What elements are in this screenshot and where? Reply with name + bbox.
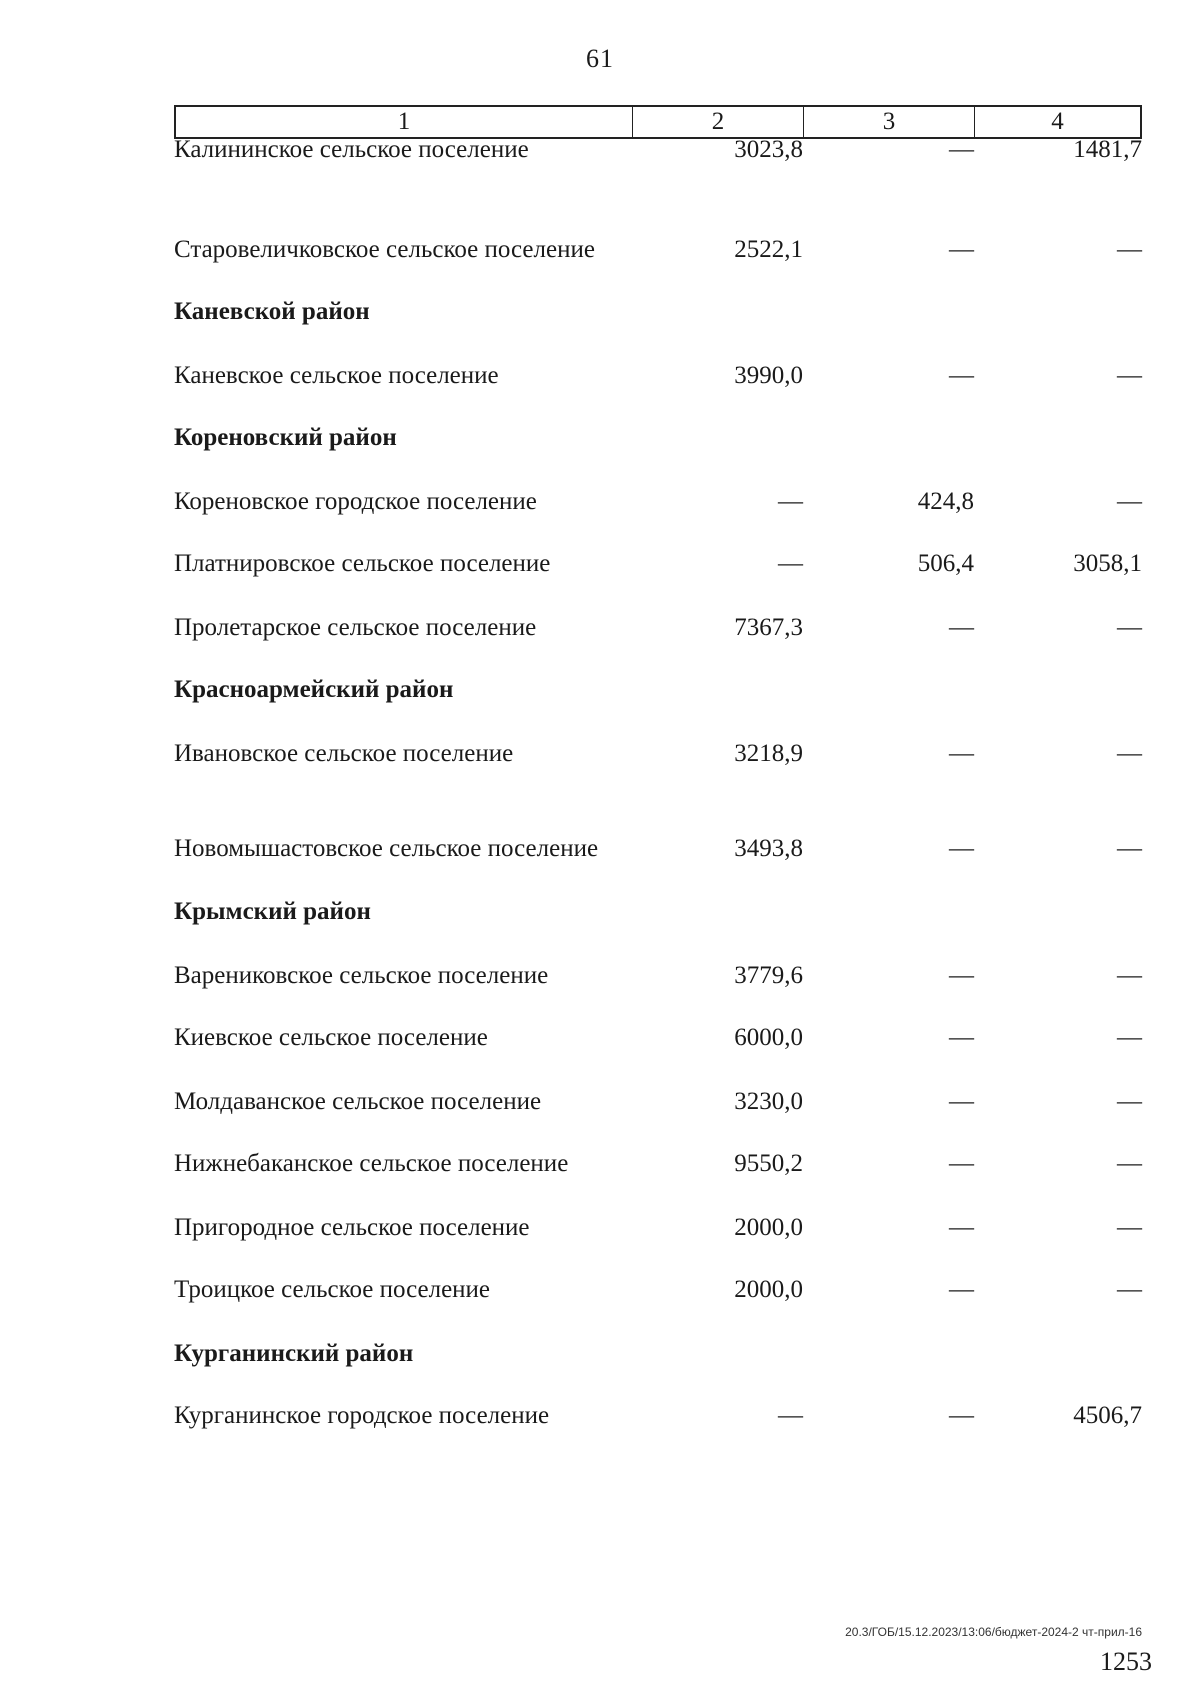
district-name: Красноармейский район xyxy=(174,676,454,703)
column-header-1: 1 xyxy=(176,107,633,137)
table-row xyxy=(174,1174,1142,1244)
cell-col3: — xyxy=(949,1024,974,1051)
settlement-name: Нижнебаканское сельское поселение xyxy=(174,1150,569,1177)
settlement-name: Ивановское сельское поселение xyxy=(174,740,514,767)
cell-col3: — xyxy=(949,835,974,862)
settlement-name: Пригородное сельское поселение xyxy=(174,1214,530,1241)
district-heading-row xyxy=(174,858,1142,928)
cell-col3: — xyxy=(949,1214,974,1241)
table-row xyxy=(174,984,1142,1054)
cell-col2: 6000,0 xyxy=(734,1024,803,1051)
cell-col2: 3023,8 xyxy=(734,136,803,163)
cell-col2: 3493,8 xyxy=(734,835,803,862)
cell-col4: — xyxy=(1117,362,1142,389)
settlement-name: Курганинское городское поселение xyxy=(174,1402,550,1429)
district-heading-row xyxy=(174,1300,1142,1370)
settlement-name: Варениковское сельское поселение xyxy=(174,962,549,989)
cell-col2: 9550,2 xyxy=(734,1150,803,1177)
table-row xyxy=(174,1362,1142,1432)
table-row xyxy=(174,1048,1142,1118)
cell-col2: — xyxy=(778,550,803,577)
cell-col4: — xyxy=(1117,488,1142,515)
cell-col2: — xyxy=(778,488,803,515)
settlement-name: Кореновское городское поселение xyxy=(174,488,537,515)
table-row xyxy=(174,1236,1142,1306)
table-row xyxy=(174,96,1142,166)
cell-col3: — xyxy=(949,1088,974,1115)
cell-col2: 3990,0 xyxy=(734,362,803,389)
settlement-name: Новомышастовское сельское поселение xyxy=(174,835,599,862)
table-row xyxy=(174,322,1142,392)
cell-col2: — xyxy=(778,1402,803,1429)
cell-col3: — xyxy=(949,136,974,163)
sheet-number: 1253 xyxy=(1100,1647,1152,1676)
column-header-2: 2 xyxy=(633,107,804,137)
cell-col3: — xyxy=(949,236,974,263)
column-header-3: 3 xyxy=(804,107,975,137)
cell-col3: — xyxy=(949,1276,974,1303)
table-row xyxy=(174,1110,1142,1180)
cell-col4: — xyxy=(1117,1088,1142,1115)
table-row xyxy=(174,196,1142,266)
settlement-name: Каневское сельское поселение xyxy=(174,362,499,389)
cell-col4: — xyxy=(1117,1214,1142,1241)
district-name: Каневской район xyxy=(174,298,370,325)
cell-col4: — xyxy=(1117,962,1142,989)
cell-col3: — xyxy=(949,1402,974,1429)
district-name: Крымский район xyxy=(174,898,371,925)
cell-col3: — xyxy=(949,740,974,767)
cell-col3: — xyxy=(949,614,974,641)
cell-col4: — xyxy=(1117,614,1142,641)
cell-col4: — xyxy=(1117,1024,1142,1051)
page-number: 61 xyxy=(586,44,614,73)
cell-col4: — xyxy=(1117,236,1142,263)
document-code: 20.3/ГОБ/15.12.2023/13:06/бюджет-2024-2 чт-прил-16 xyxy=(845,1625,1142,1639)
cell-col3: — xyxy=(949,362,974,389)
cell-col3: — xyxy=(949,962,974,989)
cell-col3: 424,8 xyxy=(917,488,974,515)
table-row xyxy=(174,795,1142,865)
settlement-name: Киевское сельское поселение xyxy=(174,1024,488,1051)
cell-col4: — xyxy=(1117,1150,1142,1177)
settlement-name: Пролетарское сельское поселение xyxy=(174,614,537,641)
cell-col2: 3218,9 xyxy=(734,740,803,767)
district-heading-row xyxy=(174,258,1142,328)
cell-col4: 4506,7 xyxy=(1073,1402,1142,1429)
settlement-name: Платнировское сельское поселение xyxy=(174,550,551,577)
settlement-name: Старовеличковское сельское поселение xyxy=(174,236,595,263)
column-header-4: 4 xyxy=(1051,108,1064,135)
cell-col4: 3058,1 xyxy=(1073,550,1142,577)
settlement-name: Молдаванское сельское поселение xyxy=(174,1088,542,1115)
cell-col2: 2000,0 xyxy=(734,1214,803,1241)
cell-col4: — xyxy=(1117,1276,1142,1303)
cell-col2: 7367,3 xyxy=(734,614,803,641)
cell-col4: 1481,7 xyxy=(1073,136,1142,163)
table-row xyxy=(174,700,1142,770)
district-name: Курганинский район xyxy=(174,1340,414,1367)
settlement-name: Троицкое сельское поселение xyxy=(174,1276,491,1303)
cell-col2: 2000,0 xyxy=(734,1276,803,1303)
cell-col4: — xyxy=(1117,740,1142,767)
cell-col2: 2522,1 xyxy=(734,236,803,263)
cell-col3: 506,4 xyxy=(917,550,974,577)
cell-col2: 3230,0 xyxy=(734,1088,803,1115)
table-row xyxy=(174,922,1142,992)
cell-col4: — xyxy=(1117,835,1142,862)
district-heading-row xyxy=(174,636,1142,706)
district-heading-row xyxy=(174,384,1142,454)
cell-col3: — xyxy=(949,1150,974,1177)
table-row xyxy=(174,448,1142,518)
settlement-name: Калининское сельское поселение xyxy=(174,136,529,163)
cell-col2: 3779,6 xyxy=(734,962,803,989)
district-name: Кореновский район xyxy=(174,424,397,451)
table-row xyxy=(174,574,1142,644)
table-row xyxy=(174,510,1142,580)
